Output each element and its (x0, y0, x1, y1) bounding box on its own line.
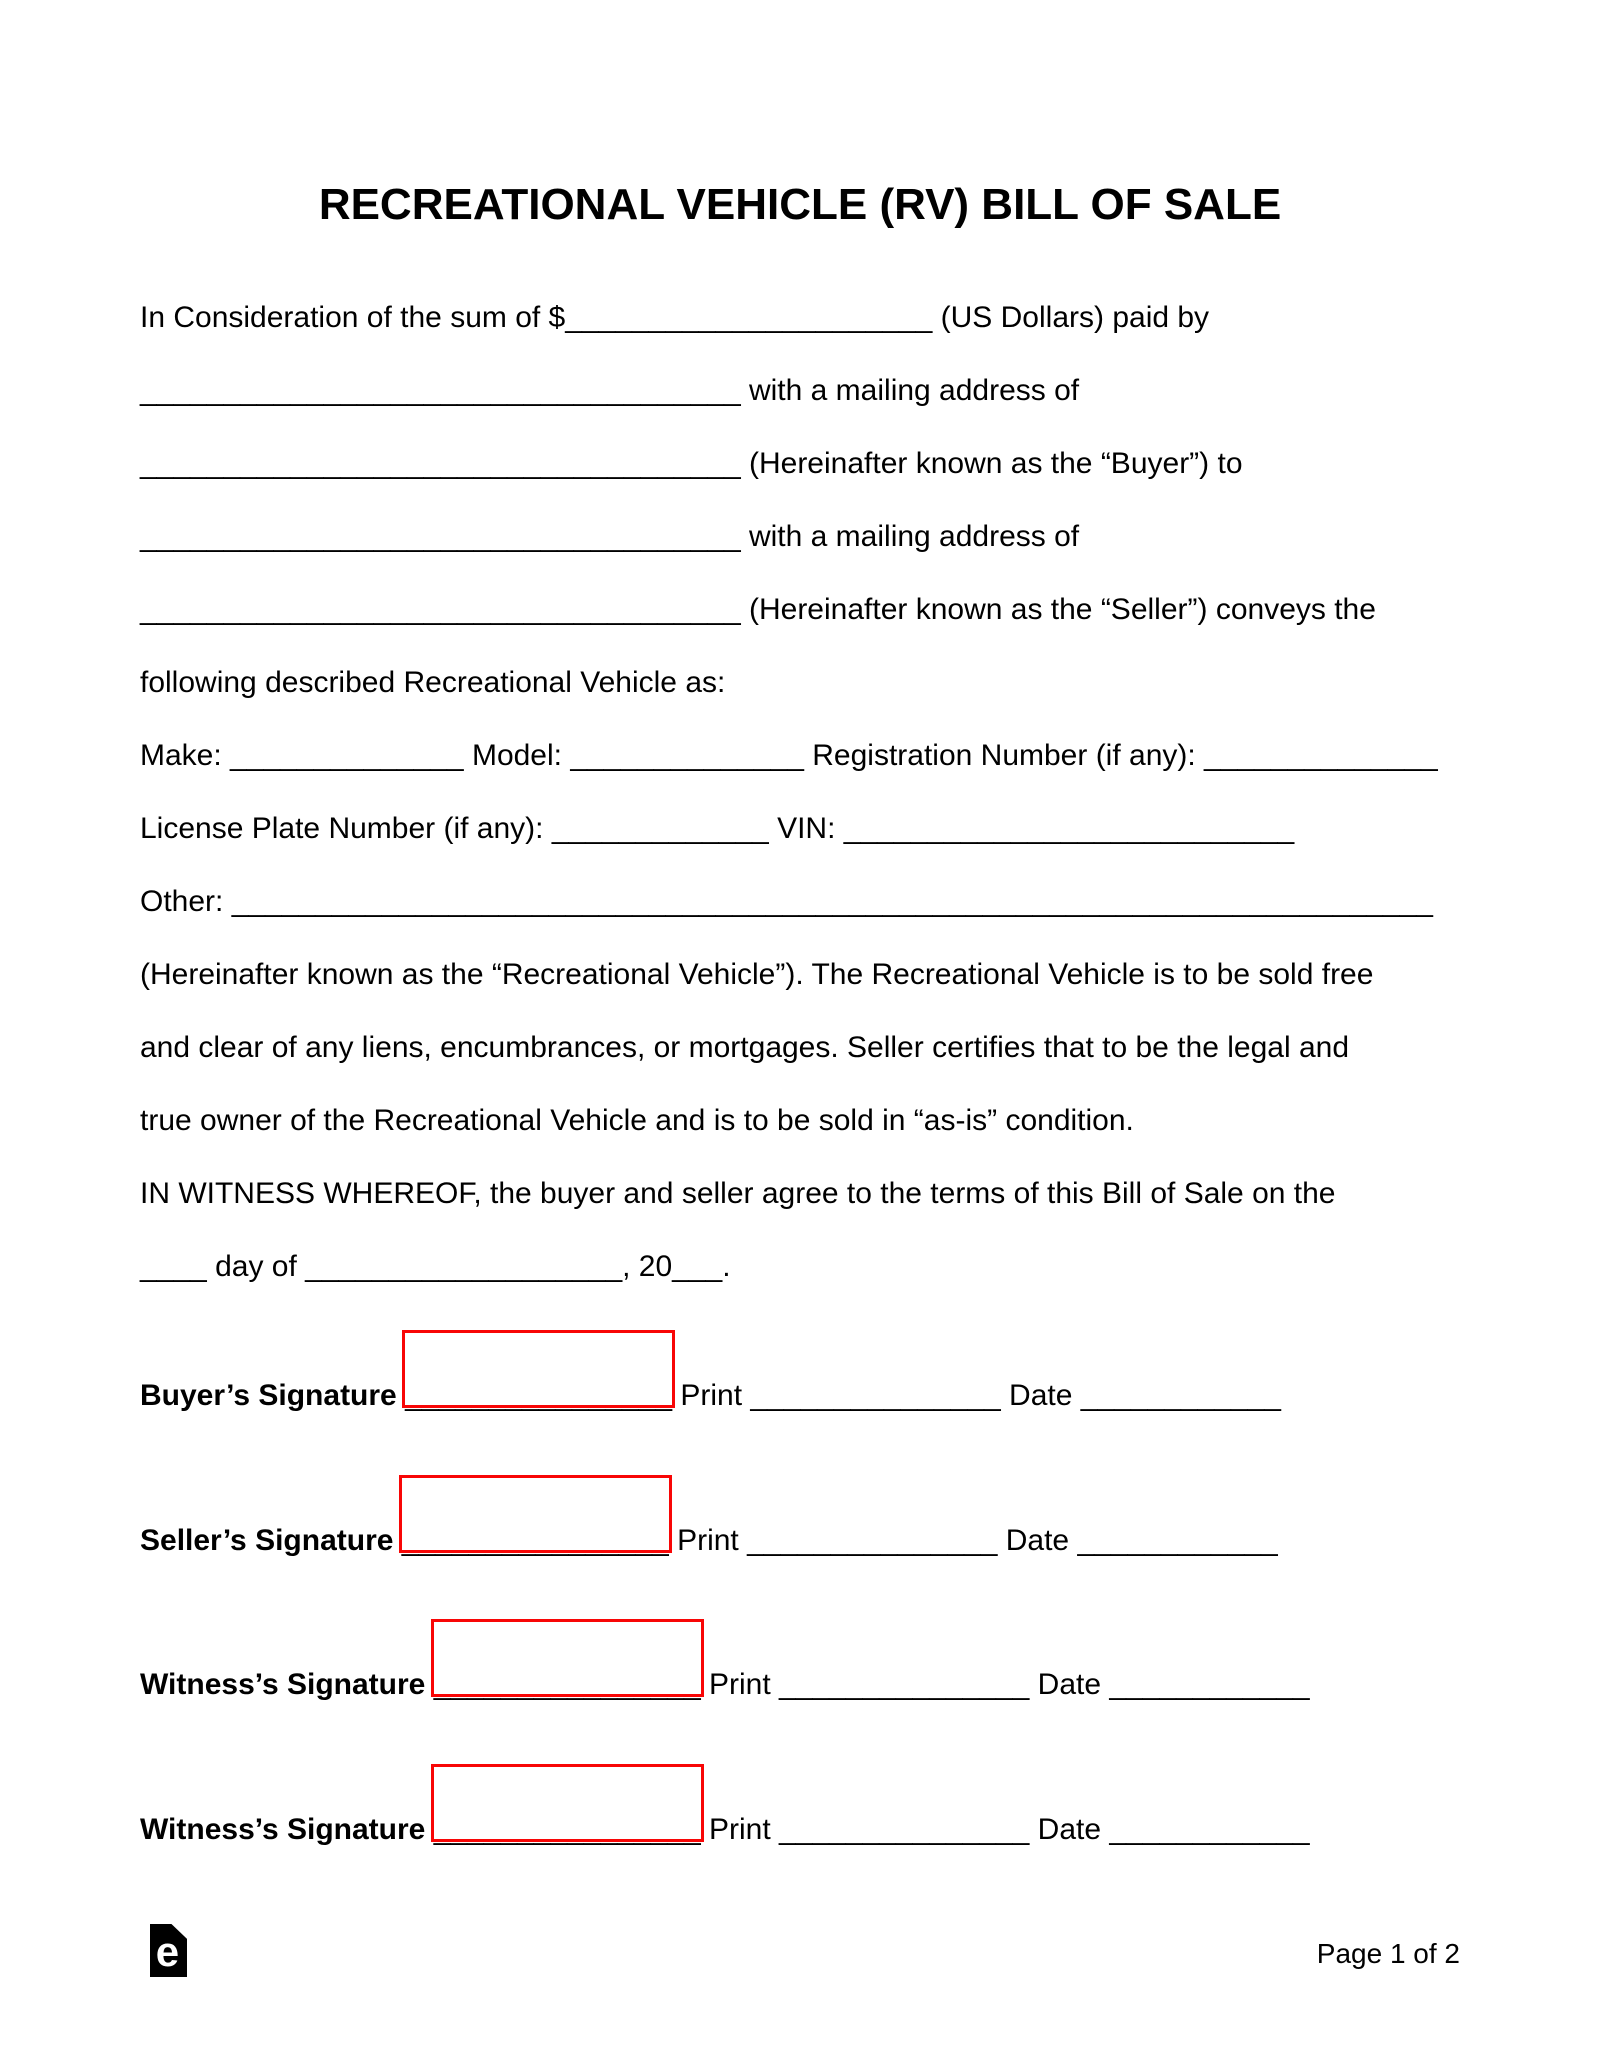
buyer-signature-field (405, 1379, 672, 1413)
body-line: ____________________________________ (Hereinafter known as the “Buyer”) to (140, 447, 1243, 480)
buyer-signature-line: ________________ (405, 1379, 673, 1412)
body-line: Make: ______________ Model: ______________ Registration Number (if any): ______________ (140, 739, 1438, 772)
body-line: In Consideration of the sum of $______________________ (US Dollars) paid by (140, 301, 1210, 334)
buyer-signature-label: Buyer’s Signature (140, 1379, 397, 1412)
body-line: ____________________________________ (Hereinafter known as the “Seller”) conveys the (140, 593, 1376, 626)
logo-letter: e (155, 1928, 180, 1975)
page-title: RECREATIONAL VEHICLE (RV) BILL OF SALE (318, 180, 1282, 229)
body-line: true owner of the Recreational Vehicle and is to be sold in “as-is” condition. (140, 1104, 1134, 1137)
eforms-logo (150, 1924, 187, 1977)
signature-row-witness-2 (140, 1813, 1310, 1847)
seller-signature-box[interactable] (399, 1475, 672, 1553)
witness1-print-line: _______________ (779, 1668, 1030, 1701)
witness1-date-line: ____________ (1109, 1668, 1310, 1701)
signature-row-buyer (140, 1379, 1281, 1413)
witness2-date-line: ____________ (1109, 1813, 1310, 1846)
witness2-signature-line: ________________ (433, 1813, 701, 1846)
witness1-date-label: Date (1037, 1668, 1102, 1701)
witness2-signature-field (434, 1813, 701, 1847)
witness1-signature-label: Witness’s Signature (140, 1668, 426, 1701)
signature-row-seller (140, 1524, 1278, 1558)
page-indicator: Page 1 of 2 (1316, 1938, 1460, 1969)
buyer-date-label: Date (1009, 1379, 1073, 1412)
witness1-print-label: Print (709, 1668, 771, 1701)
witness2-signature-label: Witness’s Signature (140, 1813, 426, 1846)
witness2-print-line: _______________ (779, 1813, 1030, 1846)
form-body (140, 281, 1470, 1303)
body-line: and clear of any liens, encumbrances, or mortgages. Seller certifies that to be the legal and (140, 1031, 1350, 1064)
seller-signature-label: Seller’s Signature (140, 1524, 394, 1557)
witness1-signature-field (434, 1668, 701, 1702)
buyer-signature-box[interactable] (402, 1330, 675, 1408)
seller-date-label: Date (1005, 1524, 1070, 1557)
body-line: following described Recreational Vehicle as: (140, 666, 726, 699)
buyer-print-label: Print (680, 1379, 743, 1412)
seller-signature-field (402, 1524, 669, 1558)
body-line: ____________________________________ with a mailing address of (140, 520, 1080, 553)
body-line: Other: ________________________________________________________________________ (140, 885, 1433, 918)
buyer-print-line: _______________ (750, 1379, 1001, 1412)
buyer-date-line: ____________ (1080, 1379, 1281, 1412)
signature-row-witness-1 (140, 1668, 1310, 1702)
body-line: IN WITNESS WHEREOF, the buyer and seller agree to the terms of this Bill of Sale on the (140, 1177, 1336, 1210)
witness1-signature-box[interactable] (431, 1619, 704, 1697)
body-line: License Plate Number (if any): _____________ VIN: ___________________________ (140, 812, 1295, 845)
seller-print-label: Print (677, 1524, 739, 1557)
seller-signature-line: ________________ (401, 1524, 669, 1557)
witness2-signature-box[interactable] (431, 1764, 704, 1842)
seller-date-line: ____________ (1077, 1524, 1278, 1557)
witness2-print-label: Print (709, 1813, 771, 1846)
witness1-signature-line: ________________ (433, 1668, 701, 1701)
seller-print-line: _______________ (747, 1524, 998, 1557)
body-line: (Hereinafter known as the “Recreational Vehicle”). The Recreational Vehicle is to be sold free (140, 958, 1374, 991)
body-line: ____________________________________ with a mailing address of (140, 374, 1080, 407)
witness2-date-label: Date (1037, 1813, 1102, 1846)
body-line: ____ day of ___________________, 20___. (140, 1250, 731, 1283)
